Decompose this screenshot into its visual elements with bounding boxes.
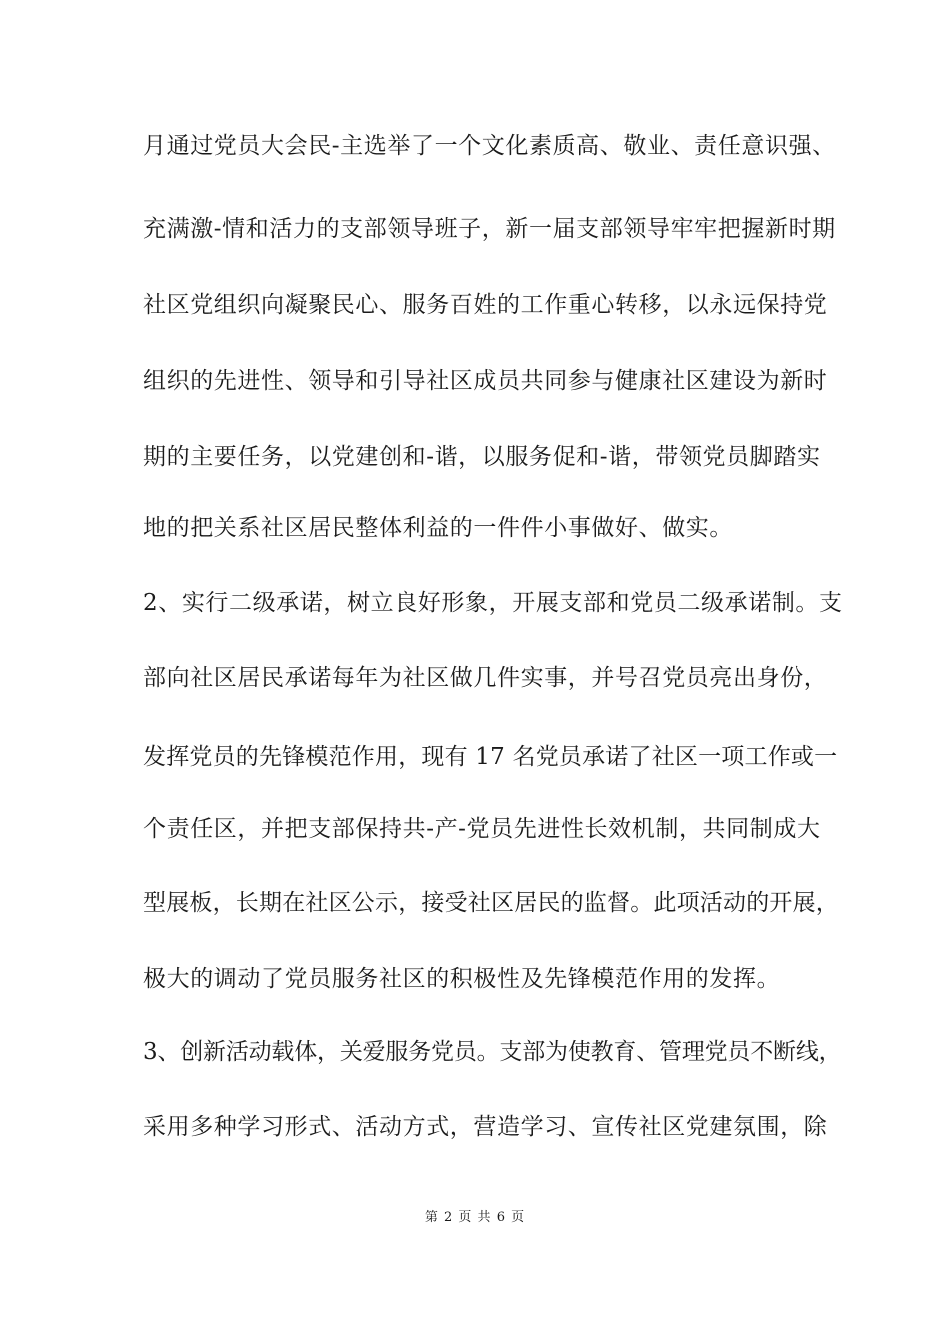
text-line-10: 个责任区，并把支部保持共-产-党员先进性长效机制，共同制成大 — [143, 816, 821, 842]
text-line-14: 采用多种学习形式、活动方式，营造学习、宣传社区党建氛围，除 — [143, 1114, 828, 1140]
text-line-8: 部向社区居民承诺每年为社区做几件实事，并号召党员亮出身份， — [143, 665, 828, 691]
text-line-9: 发挥党员的先锋模范作用，现有 17 名党员承诺了社区一项工作或一 — [143, 744, 838, 770]
text-line-7: 2、实行二级承诺，树立良好形象，开展支部和党员二级承诺制。支 — [143, 590, 843, 616]
text-line-3: 社区党组织向凝聚民心、服务百姓的工作重心转移，以永远保持党 — [143, 292, 828, 318]
text-line-1: 月通过党员大会民-主选举了一个文化素质高、敬业、责任意识强、 — [143, 133, 836, 159]
text-line-12: 极大的调动了党员服务社区的积极性及先锋模范作用的发挥。 — [143, 966, 781, 992]
text-line-13: 3、创新活动载体，关爱服务党员。支部为使教育、管理党员不断线， — [143, 1039, 842, 1065]
text-line-6: 地的把关系社区居民整体利益的一件件小事做好、做实。 — [143, 515, 733, 541]
text-line-5: 期的主要任务，以党建创和-谐，以服务促和-谐，带领党员脚踏实 — [143, 444, 821, 470]
text-line-4: 组织的先进性、领导和引导社区成员共同参与健康社区建设为新时 — [143, 368, 828, 394]
text-line-2: 充满激-情和活力的支部领导班子，新一届支部领导牢牢把握新时期 — [143, 216, 836, 242]
page-indicator: 第 2 页 共 6 页 — [424, 1210, 526, 1225]
text-line-11: 型展板，长期在社区公示，接受社区居民的监督。此项活动的开展， — [143, 890, 839, 916]
